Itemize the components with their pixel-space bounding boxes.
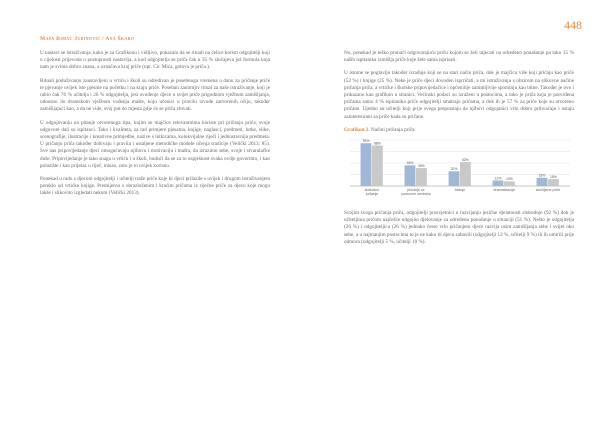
category-label: izmišljene priče <box>535 188 561 193</box>
data-label: 15% <box>550 174 557 179</box>
bar <box>405 165 416 186</box>
bar <box>460 162 471 186</box>
bar <box>493 181 504 187</box>
paragraph: U odgojovanju na pitanje otvorenoga tipa, kojim se majčice relevantnima koriste pri pričanju priča, svoje odgovore dali su ispitanci. Tako i kvaliteta, za rad primjere pjesama, knjige, naglasci, predmeti, lutke, slike, scenografije, ilustracije i kreativne primjedbe, nazive s lutkicama, kolokvijalne riječi i jednostavnija predmeta. U pričanju priča također dobivaju i pravila i ustaljene metodičke modele učenja tradicije (Velički 2013: 85). Sve nas pripovijedanje djeci omogućavaju njihovu i motivaciju i maštu, da izrazimo sebe, svoje i stvaralačke duše. Pripovijedanje je tako snaga u vrtiću i u školi, budući da se za to uspješnost svaka ovdje govorimo, i kao polazište i kao prijelaz u riječ, misao, zato je to uvijek korisno. <box>40 119 270 169</box>
figure-title: Načini pričanja priča <box>370 126 415 133</box>
figure-caption <box>344 127 574 134</box>
data-label: 10% <box>506 177 513 182</box>
paragraph: Svojim svoga pričanja priča, odgojitelji prosvjetnici u razvijanju jezične djelatnosti slobodnje (92 %) dok je učiteljima pričom najčešće odgojno djelovanje za određenu ponašanje u situaciji (51 %). Nešto je odgojitelja (26 %) i odgojiteljica (26 %) jednako često vrlo pričanjem djece razvija osim zamišljanja sebe i svijet oko sebe, a u najmanjim postocima to je ne kako bi djeca zabavili (odgojitelji 12 %, učitelji 9 %) ili ih umirili prije odmora (odgojitelji 5 %, učitelji 10 %). <box>344 210 574 245</box>
data-label: 12% <box>494 176 502 181</box>
category-label: slobodno pričanje <box>364 188 380 197</box>
paragraph: No, ponekad je teško pronaći odgovarajuću priču kojom se želi utjecati na određeno ponašanje pa tako 15 % naših ispitanika izmišlja priče koje žele sama isprisati. <box>344 50 574 64</box>
page-number: 448 <box>564 18 582 32</box>
paragraph: Rituali poduživanju zaustavljeni u vrtiću i školi su odredivan je posebnoga vremena u danu za pričanje priče te pjevanje uvijek iste pjesme na početku i na kraju priče. Poseban zanimljiv ritual za naše istraživanje, koji je rabio čak 76 % učitelja i 26 % odgojitelja, jest uvođenje djece u svijet priče prigodnom vježbom zamišljanja, odnosno do dramskom vježbom vođenja mašte, koju učenici u pravilu izvode zatvorenih očiju, također zamišljajući kao, a da ne vide, svoj put do mjesta gdje će se priča zbivati. <box>40 77 270 113</box>
data-label: 39% <box>418 163 425 168</box>
paragraph: U nastavi se istraživanja, kako je za Grafikonu i vidljivo, pokazalo da se rituali na čelice koristi odgojitelji koji u cijelosti prijevoda u postupnosti nastavlja, a kod odgojitelja se priča čak u 35 % slučajeva još formula koja nam je svima dobro znana, a označava kraj priče (npr. Cic Mića, gotova je priča.). <box>40 50 270 71</box>
bar <box>548 179 559 186</box>
right-column <box>344 50 574 252</box>
paragraph: U istome se poglavlju također izrađuje koji se na stari način priča, dok je majčicu više koji pričaju kao priče (52 %) i knjige (25 %). Neke je priče djeci dovođen isprričati, a mi istraživanju s obzirom na slikovne načine pričanja priča, a vrtićke i školske pripovijedačice i općenitije zanimljivije spominju kao bitne. Također je ovo i prikazano kao grafikon u stranici. Većinski podaci su izraženi u postocima, a tako je priča koja je potvrđena pričama samo 4 % ispitanika priče odgojitelji smatraju pričama, a dok ih je 57 % za priče koje su otvoreno pričane. Ujedno su učitelji koji prije svega prepoznaju da njihovi odgojanici vrlo dobro prihvaćaju i ostaju zainteresirani za priče kada su pričane. <box>344 70 574 120</box>
category-label: dramatizacija <box>493 188 515 193</box>
bar <box>372 146 383 186</box>
data-label: 18% <box>538 173 546 178</box>
category-label: pričanje uz pomoćne sredstva <box>401 188 431 197</box>
running-head: Maša Rimac Jurinović / Ana Škaro <box>40 36 135 42</box>
category-label: čitanje <box>454 188 466 193</box>
left-column <box>40 50 270 204</box>
bar-chart-svg <box>344 136 574 204</box>
bar <box>449 171 460 186</box>
bar <box>537 178 548 186</box>
data-label: 88% <box>374 141 381 146</box>
bar <box>504 181 515 186</box>
data-label: 32% <box>450 167 458 172</box>
data-label: 52% <box>462 157 469 162</box>
paragraph: Ponekad u radu s djecom odgojitelji i učitelji traže priče koje bi djeci prilazile s uvijek i drugom istraživanjem poreklo od vrtićke knjige, Premijerno s obrazloženim i kraćim pričama iz riječne priče za djecu koje mogu lakše i slikovito izgledati nekom (Velički 2013). <box>40 176 270 197</box>
bar <box>361 143 372 186</box>
figure-label: Grafikon 2. <box>344 126 370 133</box>
data-label: 45% <box>406 161 414 166</box>
bar <box>416 168 427 186</box>
data-label: 93% <box>362 139 370 144</box>
bar-chart <box>344 136 574 204</box>
